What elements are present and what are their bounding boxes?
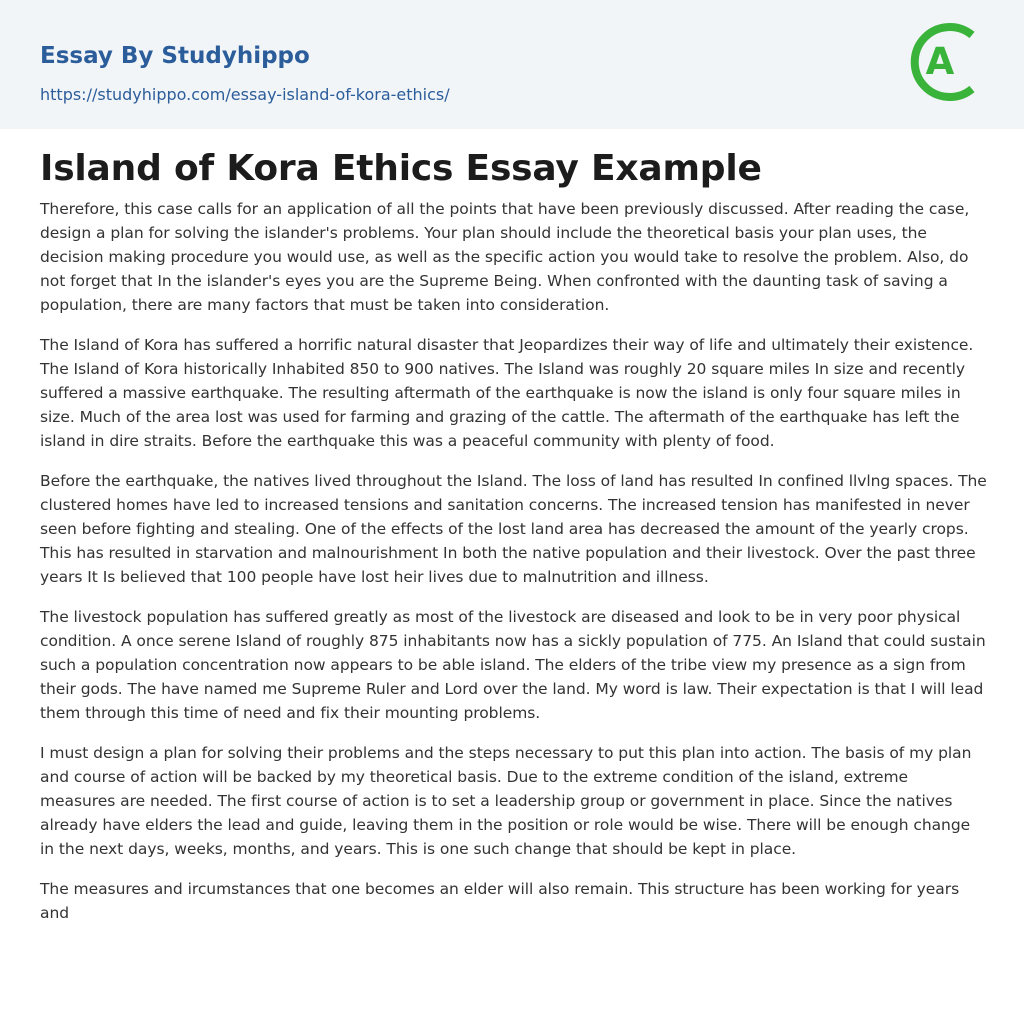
studyhippo-logo-icon[interactable] <box>910 18 988 106</box>
logo-letter: A <box>925 40 955 83</box>
essay-content <box>40 146 988 941</box>
page-title: Island of Kora Ethics Essay Example <box>40 148 762 189</box>
source-url-link[interactable]: https://studyhippo.com/essay-island-of-kora-ethics/ <box>40 85 450 104</box>
essay-paragraph: The Island of Kora has suffered a horrific natural disaster that Jeopardizes their way of life and ultimately their existence. The Island of Kora historically Inhabited 850 to 900 natives. The Island was roughly 20 square miles In size and recently suffered a massive earthquake. The resulting aftermath of the earthquake is now the island is only four square miles in size. Much of the area lost was used for farming and grazing of the cattle. The aftermath of the earthquake has left the island in dire straits. Before the earthquake this was a peaceful community with plenty of food. <box>40 336 974 450</box>
site-brand-title[interactable]: Essay By Studyhippo <box>40 43 310 69</box>
essay-paragraph: The livestock population has suffered greatly as most of the livestock are diseased and look to be in very poor physical condition. A once serene Island of roughly 875 inhabitants now has a sickly population of 775. An Island that could sustain such a population concentration now appears to be able island. The elders of the tribe view my presence as a sign from their gods. The have named me Supreme Ruler and Lord over the land. My word is law. Their expectation is that I will lead them through this time of need and fix their mounting problems. <box>40 608 986 722</box>
essay-paragraph: Therefore, this case calls for an application of all the points that have been previously discussed. After reading the case, design a plan for solving the islander's problems. Your plan should include the theoretical basis your plan uses, the decision making procedure you would use, as well as the specific action you would take to resolve the problem. Also, do not forget that In the islander's eyes you are the Supreme Being. When confronted with the daunting task of saving a population, there are many factors that must be taken into consideration. <box>40 200 970 314</box>
essay-paragraph: I must design a plan for solving their problems and the steps necessary to put this plan into action. The basis of my plan and course of action will be backed by my theoretical basis. Due to the extreme condition of the island, extreme measures are needed. The first course of action is to set a leadership group or government in place. Since the natives already have elders the lead and guide, leaving them in the position or role would be wise. There will be enough change in the next days, weeks, months, and years. This is one such change that should be kept in place. <box>40 744 972 858</box>
site-header <box>0 0 1024 129</box>
essay-paragraph: The measures and ircumstances that one becomes an elder will also remain. This structure has been working for years and <box>40 880 960 922</box>
essay-paragraph: Before the earthquake, the natives lived throughout the Island. The loss of land has resulted In confined llvlng spaces. The clustered homes have led to increased tensions and sanitation concerns. The increased tension has manifested in never seen before fighting and stealing. One of the effects of the lost land area has decreased the amount of the yearly crops. This has resulted in starvation and malnourishment In both the native population and their livestock. Over the past three years It Is believed that 100 people have lost heir lives due to malnutrition and illness. <box>40 472 987 586</box>
